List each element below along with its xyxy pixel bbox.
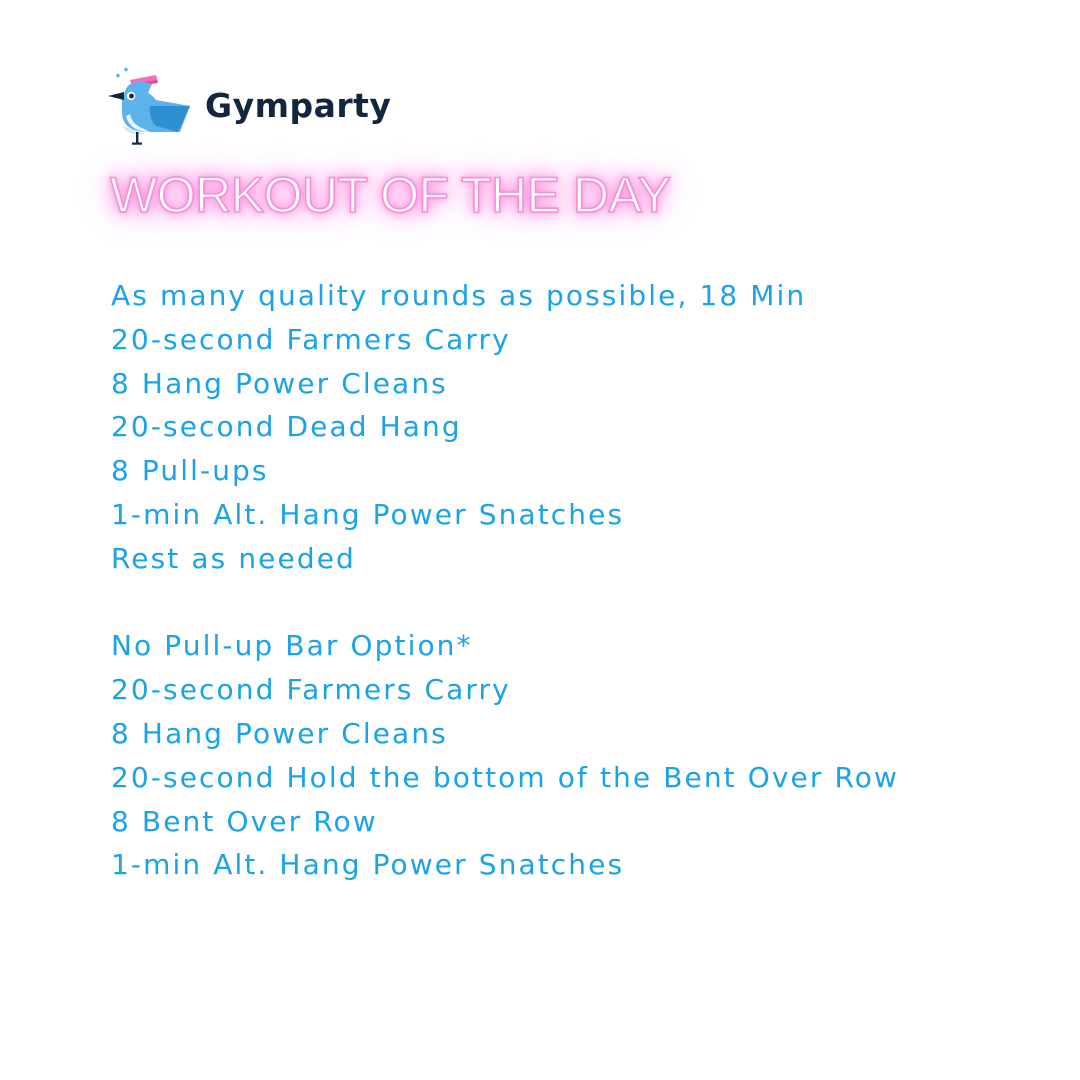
workout-line: 20-second Farmers Carry [111, 673, 511, 707]
workout-line: 8 Hang Power Cleans [111, 366, 448, 400]
workout-line: Rest as needed [111, 541, 356, 575]
workout-line: 1-min Alt. Hang Power Snatches [111, 848, 625, 882]
workout-line: 20-second Dead Hang [111, 410, 462, 444]
workout-line: 8 Hang Power Cleans [111, 716, 448, 750]
workout-line: 8 Pull-ups [111, 454, 269, 488]
page-title: WORKOUT OF THE DAY [110, 167, 671, 223]
workout-line: 20-second Hold the bottom of the Bent Over Row [111, 760, 900, 794]
alt-option-heading: No Pull-up Bar Option* [111, 629, 473, 663]
workout-list [111, 274, 899, 887]
workout-line: 20-second Farmers Carry [111, 322, 511, 356]
bird-with-headband-icon [104, 66, 194, 148]
workout-line: 1-min Alt. Hang Power Snatches [111, 497, 625, 531]
workout-line: As many quality rounds as possible, 18 Min [111, 279, 807, 312]
section-spacer [111, 581, 899, 625]
brand-name: Gymparty [205, 86, 392, 125]
workout-line: 8 Bent Over Row [111, 804, 378, 838]
